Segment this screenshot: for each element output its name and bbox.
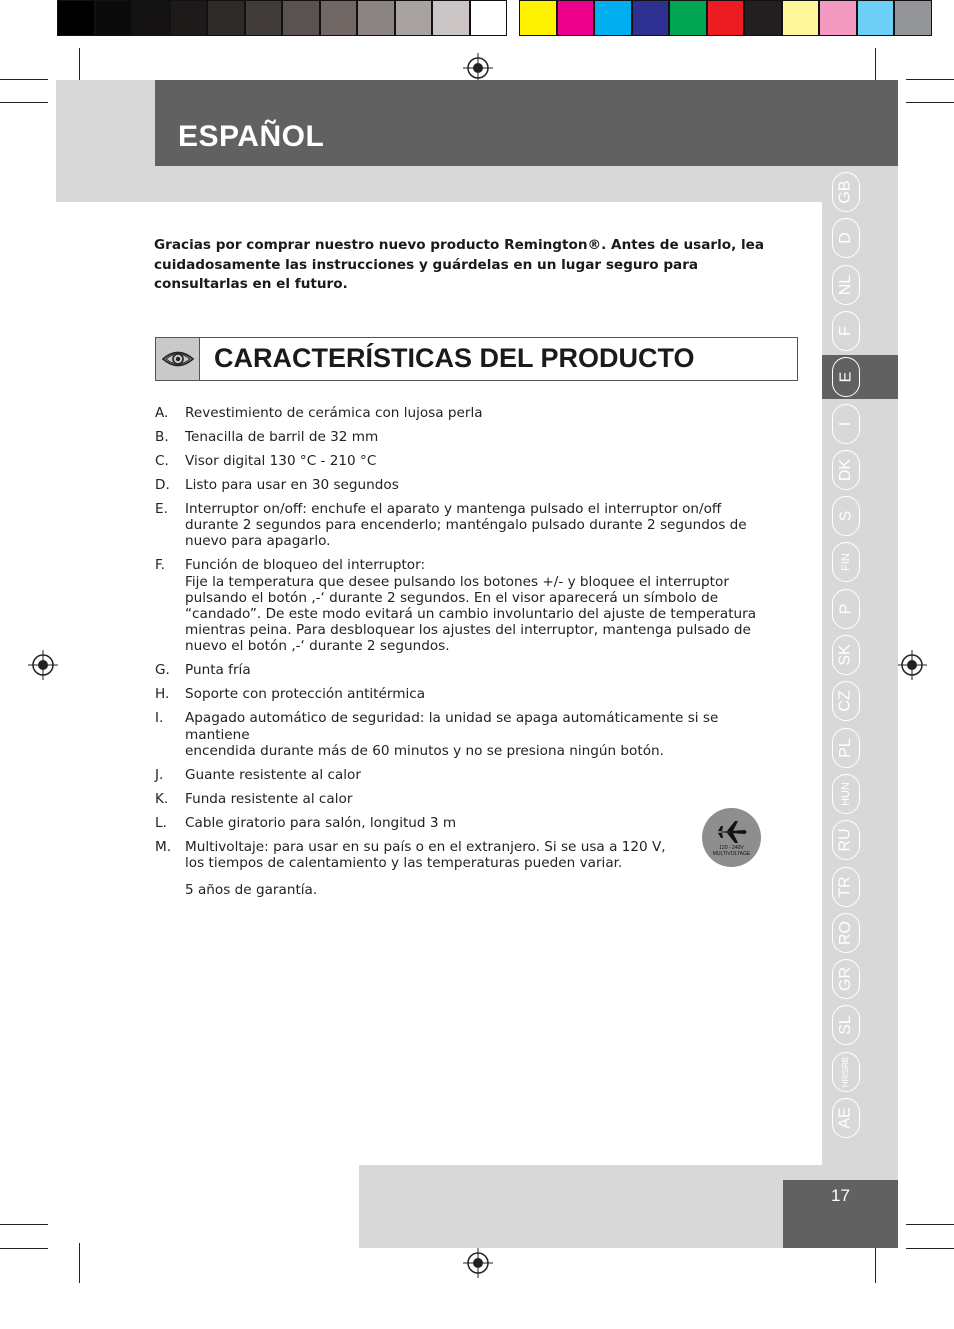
language-tab-label: PL — [836, 737, 854, 758]
language-tab-label: D — [837, 232, 854, 245]
feature-letter: K. — [155, 790, 169, 807]
color-swatch — [669, 0, 707, 36]
feature-letter: E. — [155, 501, 168, 517]
crop-mark — [906, 79, 954, 80]
feature-item — [155, 662, 775, 678]
language-tab-label: GB — [837, 180, 854, 204]
gray-swatch — [395, 0, 433, 36]
language-tab-label: DK — [836, 458, 854, 481]
language-tab-hr-srb[interactable] — [832, 1052, 860, 1092]
language-tab-p[interactable] — [832, 589, 860, 629]
feature-item — [155, 557, 775, 654]
gray-swatch — [245, 0, 283, 36]
language-tab-label: RO — [837, 920, 854, 945]
feature-text: Tenacilla de barril de 32 mm — [185, 429, 379, 445]
crop-mark — [0, 1248, 48, 1249]
feature-letter: J. — [155, 766, 164, 783]
feature-text: Cable giratorio para salón, longitud 3 m — [185, 814, 457, 831]
gray-swatch — [432, 0, 470, 36]
color-swatch — [707, 0, 745, 36]
language-tab-label: HUN — [840, 781, 852, 806]
language-tab-label: I — [836, 421, 854, 426]
language-tab-ro[interactable] — [832, 913, 860, 953]
feature-text: Función de bloqueo del interruptor: Fije la temperatura que desee pulsando los botones +/- y bloquee el interruptor pulsando el botón ‚-‘ durante 2 segundos. En el visor aparecerá un símbolo de “candado”. De este modo evitará un cambio involuntario del ajuste de temperatura mientras peina. Para desbloquear los ajustes del interruptor, mantenga pulsado de nuevo el botón ‚-‘ durante 2 segundos. — [185, 557, 757, 655]
feature-text: Apagado automático de seguridad: la unidad se apaga automáticamente si se mantiene encendida durante más de 60 minutos y no se presiona ningún botón. — [185, 710, 719, 759]
gray-swatch — [170, 0, 208, 36]
feature-letter: I. — [155, 710, 164, 727]
color-swatch — [782, 0, 820, 36]
feature-text: Visor digital 130 °C - 210 °C — [185, 453, 377, 469]
crop-mark — [0, 79, 48, 80]
feature-letter: C. — [155, 453, 169, 469]
feature-item — [155, 839, 775, 871]
eye-icon — [161, 348, 195, 370]
registration-mark-icon — [897, 650, 927, 680]
language-tab-sl[interactable] — [832, 1005, 860, 1045]
feature-text: Multivoltaje: para usar en su país o en el extranjero. Si se usa a 120 V, los tiempos de calentamiento y las temperaturas pueden variar. — [185, 838, 666, 872]
gray-swatch — [320, 0, 358, 36]
language-tab-e[interactable] — [832, 357, 860, 397]
feature-item — [155, 686, 775, 702]
color-swatch — [857, 0, 895, 36]
language-tab-gb[interactable] — [832, 172, 860, 212]
multivoltage-badge — [702, 808, 761, 867]
language-tab-i[interactable] — [832, 404, 860, 444]
crop-mark — [0, 102, 48, 103]
feature-text: Punta fría — [185, 662, 251, 679]
language-tab-label: GR — [837, 967, 854, 992]
intro-paragraph: Gracias por comprar nuestro nuevo producto Remington®. Antes de usarlo, lea cuidadosamente las instrucciones y guárdelas en un lugar seguro para consultarlas en el futuro. — [154, 237, 765, 292]
gray-swatch — [470, 0, 508, 36]
grayscale-swatches — [57, 0, 507, 38]
feature-list — [155, 405, 775, 879]
color-swatch — [557, 0, 595, 36]
language-tab-label: NL — [836, 274, 854, 295]
language-tab-label: AE — [837, 1107, 854, 1129]
language-tab-pl[interactable] — [832, 728, 860, 768]
language-tab-gr[interactable] — [832, 959, 860, 999]
multivoltage-range: 120 - 240V — [719, 844, 744, 851]
page-number: 17 — [831, 1186, 850, 1205]
language-tab-f[interactable] — [832, 311, 860, 351]
feature-letter: M. — [155, 838, 172, 855]
feature-letter: H. — [155, 686, 170, 703]
language-tab-nl[interactable] — [832, 265, 860, 305]
feature-item — [155, 710, 775, 759]
gray-swatch — [57, 0, 95, 36]
feature-letter: L. — [155, 814, 167, 831]
feature-item — [155, 791, 775, 807]
language-tab-label: F — [837, 326, 854, 336]
language-tab-tr[interactable] — [832, 867, 860, 907]
language-tab-dk[interactable] — [832, 450, 860, 490]
language-tab-d[interactable] — [832, 218, 860, 258]
feature-letter: D. — [155, 477, 170, 493]
gray-swatch — [357, 0, 395, 36]
crop-mark — [906, 1248, 954, 1249]
warranty-text: 5 años de garantía. — [185, 882, 318, 898]
color-swatch — [894, 0, 932, 36]
feature-letter: F. — [155, 557, 165, 574]
feature-item — [155, 501, 775, 550]
language-tab-label: FIN — [839, 553, 852, 572]
registration-mark-icon — [463, 53, 493, 83]
crop-mark — [906, 1224, 954, 1225]
color-swatch — [632, 0, 670, 36]
gray-swatch — [132, 0, 170, 36]
color-swatch — [744, 0, 782, 36]
language-tab-hun[interactable] — [832, 774, 860, 814]
language-tab-ae[interactable] — [832, 1098, 860, 1138]
language-tab-sk[interactable] — [832, 635, 860, 675]
color-swatch — [519, 0, 557, 36]
feature-item — [155, 815, 775, 831]
feature-text: Funda resistente al calor — [185, 790, 353, 807]
language-tab-label: SL — [836, 1015, 854, 1036]
feature-letter: A. — [155, 405, 169, 421]
crop-mark — [875, 1243, 876, 1283]
crop-mark — [79, 1243, 80, 1283]
feature-item — [155, 477, 775, 493]
gray-swatch — [282, 0, 320, 36]
color-calibration-bar — [57, 0, 932, 38]
page-title: ESPAÑOL — [178, 120, 325, 153]
language-tab-label: E — [836, 371, 854, 383]
language-tab-label: SK — [837, 644, 854, 666]
feature-item — [155, 405, 775, 421]
feature-item — [155, 453, 775, 469]
feature-text: Guante resistente al calor — [185, 766, 361, 783]
language-tab-label: TR — [836, 875, 854, 898]
color-swatch — [594, 0, 632, 36]
feature-text: Revestimiento de cerámica con lujosa perla — [185, 405, 483, 421]
feature-text: Interruptor on/off: enchufe el aparato y mantenga pulsado el interruptor on/off durante 2 segundos para encenderlo; manténgalo pulsado durante 2 segundos de nuevo para apagarlo. — [185, 501, 747, 550]
language-tab-cz[interactable] — [832, 681, 860, 721]
section-icon-box — [155, 337, 200, 381]
feature-letter: G. — [155, 662, 170, 679]
color-swatch — [819, 0, 857, 36]
language-tab-label: HR/SRB — [841, 1056, 851, 1087]
language-tab-label: P — [836, 603, 854, 615]
crop-mark — [0, 1224, 48, 1225]
airplane-icon — [715, 819, 749, 845]
language-tab-s[interactable] — [832, 496, 860, 536]
section-title: CARACTERÍSTICAS DEL PRODUCTO — [214, 343, 695, 373]
feature-text: Soporte con protección antitérmica — [185, 686, 426, 703]
language-tab-label: RU — [836, 828, 854, 852]
crop-mark — [906, 102, 954, 103]
feature-text: Listo para usar en 30 segundos — [185, 477, 399, 493]
feature-item — [155, 429, 775, 445]
language-tab-fin[interactable] — [832, 542, 860, 582]
gray-swatch — [95, 0, 133, 36]
feature-item — [155, 767, 775, 783]
multivoltage-label: MULTIVOLTAGE — [712, 850, 751, 857]
registration-mark-icon — [463, 1248, 493, 1278]
gray-swatch — [207, 0, 245, 36]
color-swatches — [519, 0, 932, 38]
language-tab-label: CZ — [836, 690, 854, 712]
feature-letter: B. — [155, 429, 169, 445]
registration-mark-icon — [28, 650, 58, 680]
language-tab-ru[interactable] — [832, 820, 860, 860]
language-tab-label: S — [836, 510, 854, 522]
